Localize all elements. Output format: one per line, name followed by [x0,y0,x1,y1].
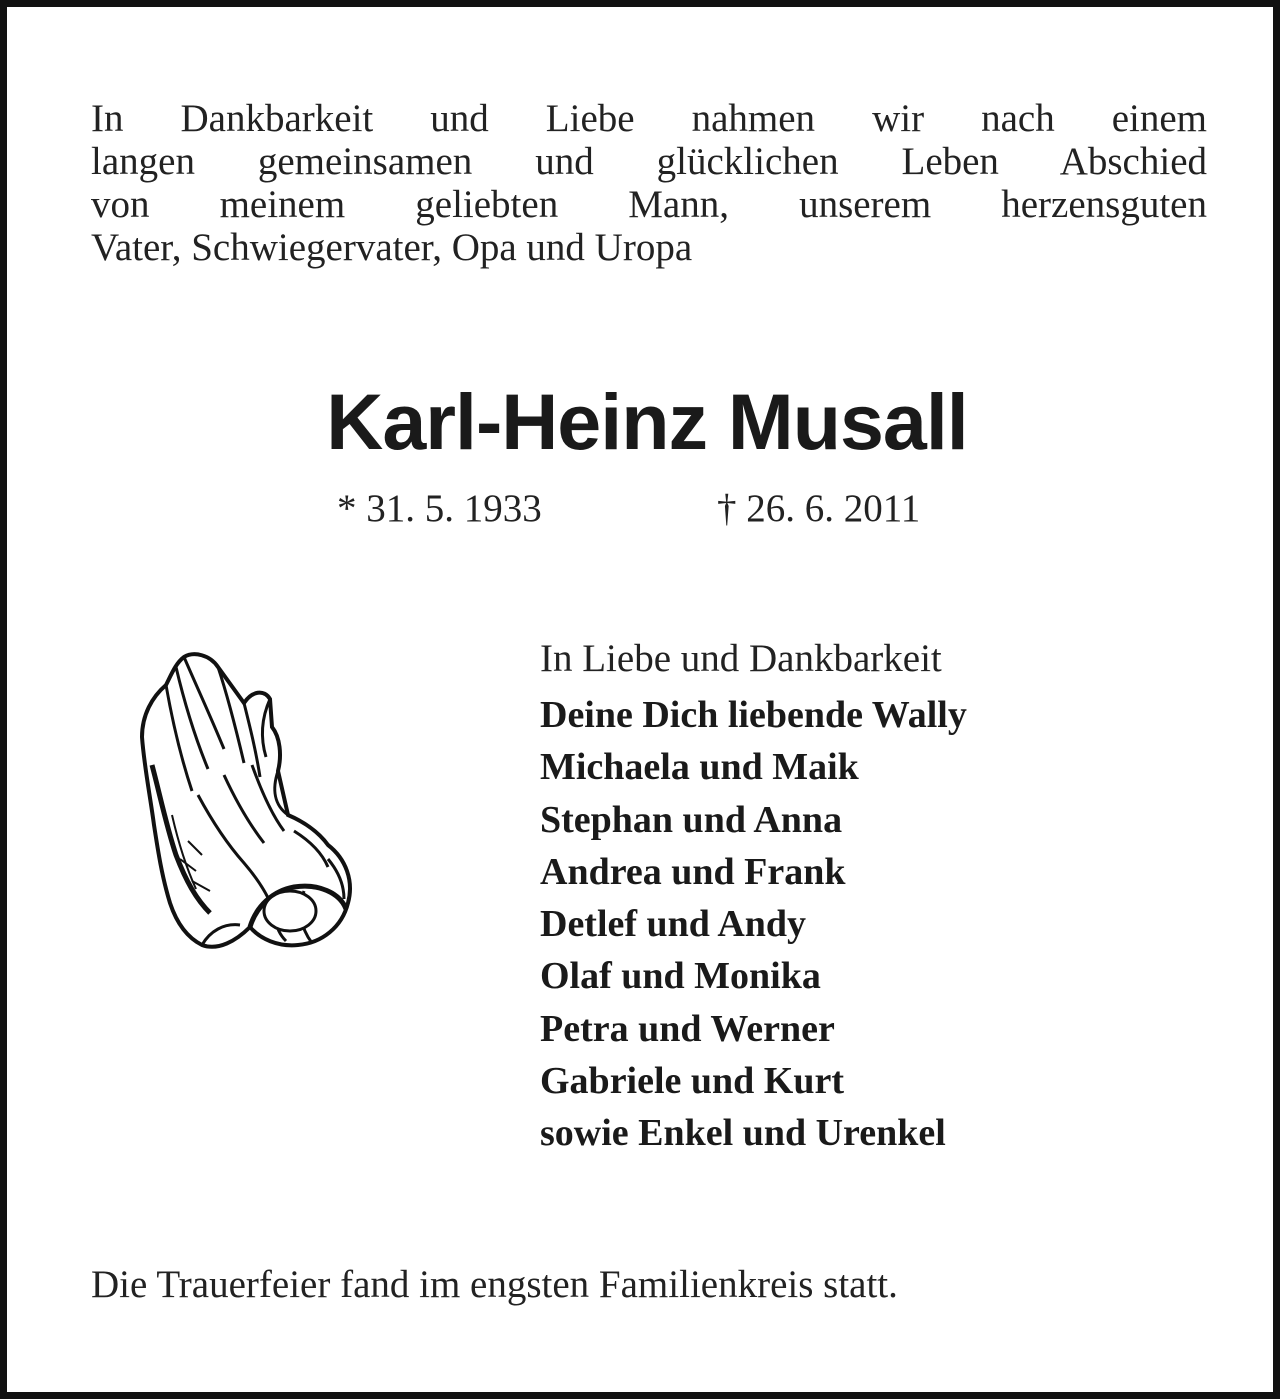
death-date: † 26. 6. 2011 [717,487,921,530]
praying-hands-icon [132,645,367,965]
intro-line: In Dankbarkeit und Liebe nahmen wir nach einem [91,97,1207,140]
funeral-notice: Die Trauerfeier fand im engsten Familienkreis statt. [91,1263,898,1306]
survivor-line: Michaela und Maik [540,746,859,789]
birth-date: * 31. 5. 1933 [337,487,542,530]
survivor-line: Gabriele und Kurt [540,1060,845,1103]
survivor-line: Petra und Werner [540,1007,835,1050]
survivor-line: Stephan und Anna [540,798,843,841]
survivor-line: Andrea und Frank [540,850,846,893]
survivor-line: Olaf und Monika [540,955,821,998]
signoff-block [540,635,1240,1160]
survivor-line: sowie Enkel und Urenkel [540,1112,946,1155]
survivor-line: Detlef und Andy [540,903,807,946]
signoff-heading: In Liebe und Dankbarkeit [540,637,942,680]
intro-line: von meinem geliebten Mann, unserem herzensguten [91,183,1207,226]
intro-line: langen gemeinsamen und glücklichen Leben Abschied [91,140,1207,183]
intro-paragraph [91,97,1207,269]
survivor-line: Deine Dich liebende Wally [540,694,967,736]
deceased-name: Karl-Heinz Musall [326,377,968,466]
intro-line: Vater, Schwiegervater, Opa und Uropa [91,226,693,269]
